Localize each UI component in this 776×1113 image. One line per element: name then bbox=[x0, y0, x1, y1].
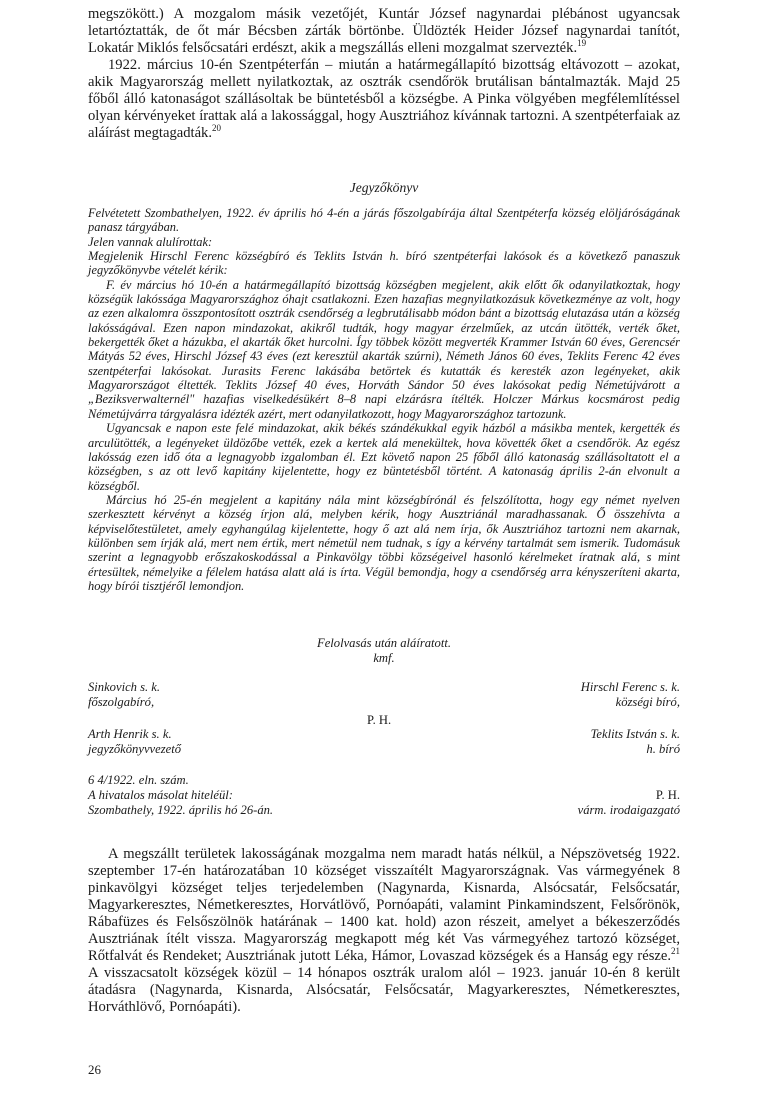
place-date-line: Szombathely, 1922. április hó 26-án. bbox=[88, 803, 274, 817]
signature-left-top bbox=[88, 680, 160, 710]
signature-name: Hirschl Ferenc s. k. bbox=[580, 680, 680, 694]
signature-title: jegyzőkönyvvezető bbox=[88, 742, 182, 756]
signature-name: Sinkovich s. k. bbox=[88, 680, 161, 694]
final-paragraph bbox=[88, 846, 680, 1016]
protocol-paragraph-5: Ugyancsak e napon este felé mindazokat, akik békés szándékukkal egyik házból a másikba mentek, kergették és arculütötték, a legényeket üldözőbe vették, ezek a kertek alá menekültek, hova követték őket a csendőrök. Az egész lakósság ezen idő óta a legnagyobb izgalomban él. Ezt követő napon 25 főből álló katonaság szállásoltatott el a községben, s az ott levő kapitány kijelentette, hogy ez büntetésből történt. A katonaság április 2-án elvonult a községből. bbox=[88, 421, 680, 493]
signature-left-mid bbox=[88, 727, 181, 757]
protocol-paragraph-4: F. év március hó 10-én a határmegállapító bizottság községben megjelent, akik előtt ők odanyilatkoztak, hogy községük lakóssága Magyarországhoz óhajt csatlakozni. Ezen hazafias megnyilatkozásuk következménye az volt, hogy az ezen alkalomra összpontosított osztrák csendőrség a legbrutálisabb módon bánt a bizottság elutazása után a község lakósságával. Ezen napon mindazokat, akikről tudták, hogy magyar érzelműek, az utcán ütötték, verték őket, bekergették őket a házukba, el akarták őket hurcolni. Így többek között megverték Krammer István 60 éves, Gerencsér Mátyás 52 éves, Hirschl József 43 éves (ezt keresztül akarták szúrni), Németh János 60 éves, Teklits Ferenc 42 éves szentpéterfai lakósokat. Jurasits Ferenc lakásába betörtek és kutatták és keresték azon legényeket, akik Magyarországot éltették. Teklits József 40 éves, Horváth Sándor 50 éves lakósokat pedig Németújvárott a „Beziksverwalternél" hazafias viselkedésükért 8–8 napi elzárásra ítélték. Holczer Márkus kocsmárost pedig Németújvárra tárgyalásra idézték azért, mert odanyilatkozott, hogy Magyarországhoz tartozunk. bbox=[88, 277, 680, 421]
signature-right-top bbox=[581, 680, 680, 710]
read-line-2: kmf. bbox=[373, 651, 395, 665]
signature-title: községi bíró, bbox=[615, 695, 680, 709]
signature-right-mid bbox=[591, 727, 680, 757]
footnote-ref-20: 20 bbox=[212, 123, 221, 134]
certified-copy-line: A hivatalos másolat hiteléül: bbox=[88, 788, 233, 802]
signature-title: főszolgabíró, bbox=[88, 695, 155, 709]
signature-name: Teklits István s. k. bbox=[590, 727, 680, 741]
read-line-1: Felolvasás után aláíratott. bbox=[317, 636, 451, 650]
archive-title: várm. irodaigazgató bbox=[577, 803, 680, 817]
intro-paragraph-2 bbox=[88, 57, 680, 142]
seal-mark-right: P. H. bbox=[655, 788, 680, 802]
protocol-body bbox=[88, 206, 680, 593]
footnote-ref-21: 21 bbox=[671, 946, 680, 957]
seal-mark-center: P. H. bbox=[367, 713, 392, 727]
protocol-title: Jegyzőkönyv bbox=[349, 180, 419, 195]
footnote-ref-19: 19 bbox=[577, 38, 587, 49]
archive-signature bbox=[578, 788, 680, 818]
intro-paragraph-1-text: megszökött.) A mozgalom másik vezetőjét, Kuntár József nagynardai plébánost ugyancsak letartóztatták, de őt már Bécsben zárták börtönbe. Üldözték Heider József nagynardai tanítót, Lokatár Miklós felsőcsatári erdészt, akik a megszállás elleni mozgalmat szervezték. bbox=[88, 6, 680, 56]
registration-number: 6 4/1922. eln. szám. bbox=[88, 773, 189, 787]
signature-title: h. bíró bbox=[646, 742, 680, 756]
protocol-paragraph-3: Megjelenik Hirschl Ferenc községbíró és Teklits István h. bíró szentpéterfai lakósok és a következő panaszuk jegyzőkönyvbe vételét kérik: bbox=[88, 249, 680, 278]
certification-block bbox=[88, 773, 273, 818]
intro-paragraph-2-text: 1922. március 10-én Szentpéterfán – miután a határmegállapító bizottság eltávozott – azokat, akik Magyarország mellett nyilatkoztak, az osztrák csendőrök brutálisan bántalmazták. Majd 25 főből álló katonaságot szállásoltak be büntetésből a községbe. A Pinka völgyében megfélemlítéssel olyan kérvényeket írattak alá a lakossággal, hogy Ausztriához kívánnak tartozni. A szentpéterfaiak az aláírást megtagadták. bbox=[88, 57, 680, 141]
intro-section bbox=[88, 6, 680, 142]
final-paragraph-text: A megszállt területek lakosságának mozgalma nem maradt hatás nélkül, a Népszövetség 1922. szeptember 17-én határozatában 10 községet visszaítélt Magyarországnak. Vas vármegyének 8 pinkavölgyi községet teljes terjedelemben (Nagynarda, Kisnarda, Alsócsatár, Felsőcsatár, Magyarkeresztes, Németkeresztes, Horvátlövő, Pornóapáti, valamint Pinkamindszent, Felsőrönök, Rábafüzes és Felsőszölnök határának – 1400 kat. hold) azon részeit, amelyet a békeszerződés Ausztriának ítélt vissza. Magyarország megkapott még két Vas vármegyéhez tartozó községet, Rőtfalvát és Rendeket; Ausztriának jutott Léka, Hámor, Lovaszad községek és a Hanság egy része. bbox=[88, 846, 680, 964]
protocol-paragraph-6: Március hó 25-én megjelent a kapitány nála mint községbírónál és felszólította, hogy egy német nyelven szerkesztett kérvényt a község írjon alá, melyben kérik, hogy Ausztriánál maradhassanak. Ő összehívta a képviselőtestületet, amely egyhangúlag kijelentette, hogy ő azt alá nem írja, ők Ausztriához tartozni nem akarnak, különben sem írják alá, mert nem értik, mert németül nem tudnak, s így a kérvény tartalmát sem ismerik. Tudomásuk szerint a legnagyobb erőszakoskodással a Pinkavölgy többi községeivel hasonló kérelmeket íratnak alá, s mint értesültek, némelyike a félelem hatása alatt alá is írta. Végül bemondja, hogy a csendőrség arra kényszeríteni akarta, hogy bírói tisztjéről lemondjon. bbox=[88, 492, 680, 593]
signature-name: Arth Henrik s. k. bbox=[88, 727, 172, 741]
intro-paragraph-1 bbox=[88, 6, 680, 57]
final-paragraph-continuation: A visszacsatolt községek közül – 14 hónapos osztrák uralom alól – 1923. január 10-én 8 került átadásra (Nagynarda, Kisnarda, Alsócsatár, Felsőcsatár, Magyarkeresztes, Németkeresztes, Horváthlövő, Pornóapáti). bbox=[88, 965, 680, 1015]
page-number: 26 bbox=[88, 1062, 101, 1077]
protocol-paragraph-1: Felvétetett Szombathelyen, 1922. év április hó 4-én a járás főszolgabírája által Szentpéterfa község elöljáróságának panasz tárgyában. bbox=[88, 206, 680, 235]
protocol-paragraph-2: Jelen vannak alulírottak: bbox=[88, 234, 213, 249]
read-and-signed bbox=[88, 636, 680, 666]
